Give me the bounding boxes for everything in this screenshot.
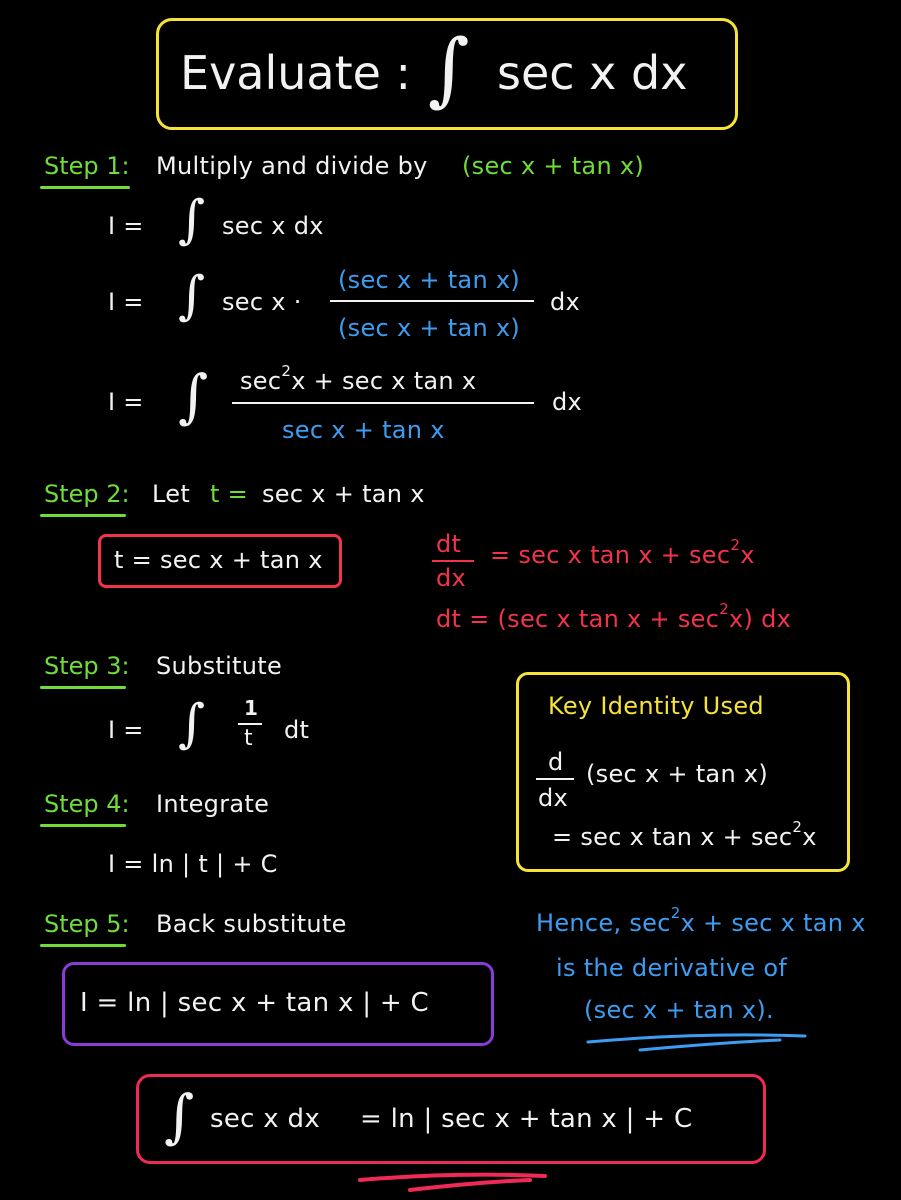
step3-denominator: t [244, 726, 253, 751]
integral-sign: ∫ [178, 190, 206, 250]
step5-label: Step 5: [44, 910, 130, 938]
step4-text: Integrate [156, 790, 270, 818]
step2-t-equals: t = [210, 480, 249, 508]
step1-factor: (sec x + tan x) [462, 152, 645, 180]
step2-underline [40, 514, 126, 517]
deriv1-denominator: dx [436, 564, 467, 592]
note-underline-swash [580, 1026, 820, 1056]
step1-line2-lhs: I = [108, 288, 144, 316]
step3-dt: dt [284, 716, 310, 744]
step1-line2-denominator: (sec x + tan x) [338, 314, 521, 342]
step1-line3-numerator: $\sec^2x + \sec x$ tan x [240, 362, 477, 395]
step1-label: Step 1: [44, 152, 130, 180]
fraction-bar [536, 778, 574, 780]
title-expression: sec x dx [497, 46, 688, 100]
key-identity-title: Key Identity Used [548, 692, 764, 720]
step2-text-expr: sec x + tan x [262, 480, 425, 508]
note-line2: is the derivative of [556, 954, 788, 982]
step1-underline [40, 186, 130, 189]
step1-line2-body: sec x · [222, 288, 302, 316]
note-line1: Hence, $\sec^2x + \sec x$ tan x [536, 904, 866, 937]
final-lhs: sec x dx [210, 1104, 321, 1134]
step2-label: Step 2: [44, 480, 130, 508]
fraction-bar [432, 560, 474, 562]
step3-label: Step 3: [44, 652, 130, 680]
title-integral-sign: ∫ [428, 22, 470, 115]
step2-boxed-expr: t = sec x + tan x [114, 546, 323, 574]
integral-sign: ∫ [178, 266, 206, 326]
key-identity-expr: (sec x + tan x) [586, 760, 769, 788]
step4-label: Step 4: [44, 790, 130, 818]
integral-sign: ∫ [178, 362, 209, 430]
step3-lhs: I = [108, 716, 144, 744]
step3-underline [40, 686, 126, 689]
step1-line2-dx: dx [550, 288, 581, 316]
integral-sign: ∫ [164, 1082, 195, 1150]
step5-text: Back substitute [156, 910, 347, 938]
step1-line1-lhs: I = [108, 212, 144, 240]
deriv2-expr: dt = (sec x $\tan x + \sec^2x$) dx [436, 600, 792, 633]
final-rhs: = ln | sec x + tan x | + C [360, 1104, 693, 1134]
fraction-bar [330, 300, 534, 302]
fraction-bar [232, 402, 534, 404]
key-identity-numerator: d [548, 748, 564, 776]
step1-line2-numerator: (sec x + tan x) [338, 266, 521, 294]
fraction-bar [238, 723, 262, 725]
step1-text: Multiply and divide by [156, 152, 428, 180]
step1-line3-lhs: I = [108, 388, 144, 416]
step5-result: I = ln | sec x + tan x | + C [80, 988, 429, 1018]
step2-text-let: Let [152, 480, 191, 508]
deriv1-rhs: = sec x $\tan x + \sec^2x$ [490, 536, 755, 569]
step5-underline [40, 944, 126, 947]
deriv1-numerator: dt [436, 530, 462, 558]
step3-text: Substitute [156, 652, 283, 680]
step4-result: I = ln | t | + C [108, 850, 278, 878]
final-underline-swash [350, 1168, 560, 1196]
step4-underline [40, 824, 126, 827]
key-identity-denominator: dx [538, 784, 569, 812]
note-line3: (sec x + tan x). [584, 996, 774, 1024]
key-identity-rhs: = sec x $\tan x + \sec^2x$ [552, 818, 817, 851]
step3-numerator: 1 [244, 696, 258, 720]
integral-sign: ∫ [178, 694, 206, 754]
step1-line3-dx: dx [552, 388, 583, 416]
step1-line1-body: sec x dx [222, 212, 324, 240]
title-prefix: Evaluate : [180, 46, 412, 100]
step1-line3-denominator: sec x + tan x [282, 416, 445, 444]
